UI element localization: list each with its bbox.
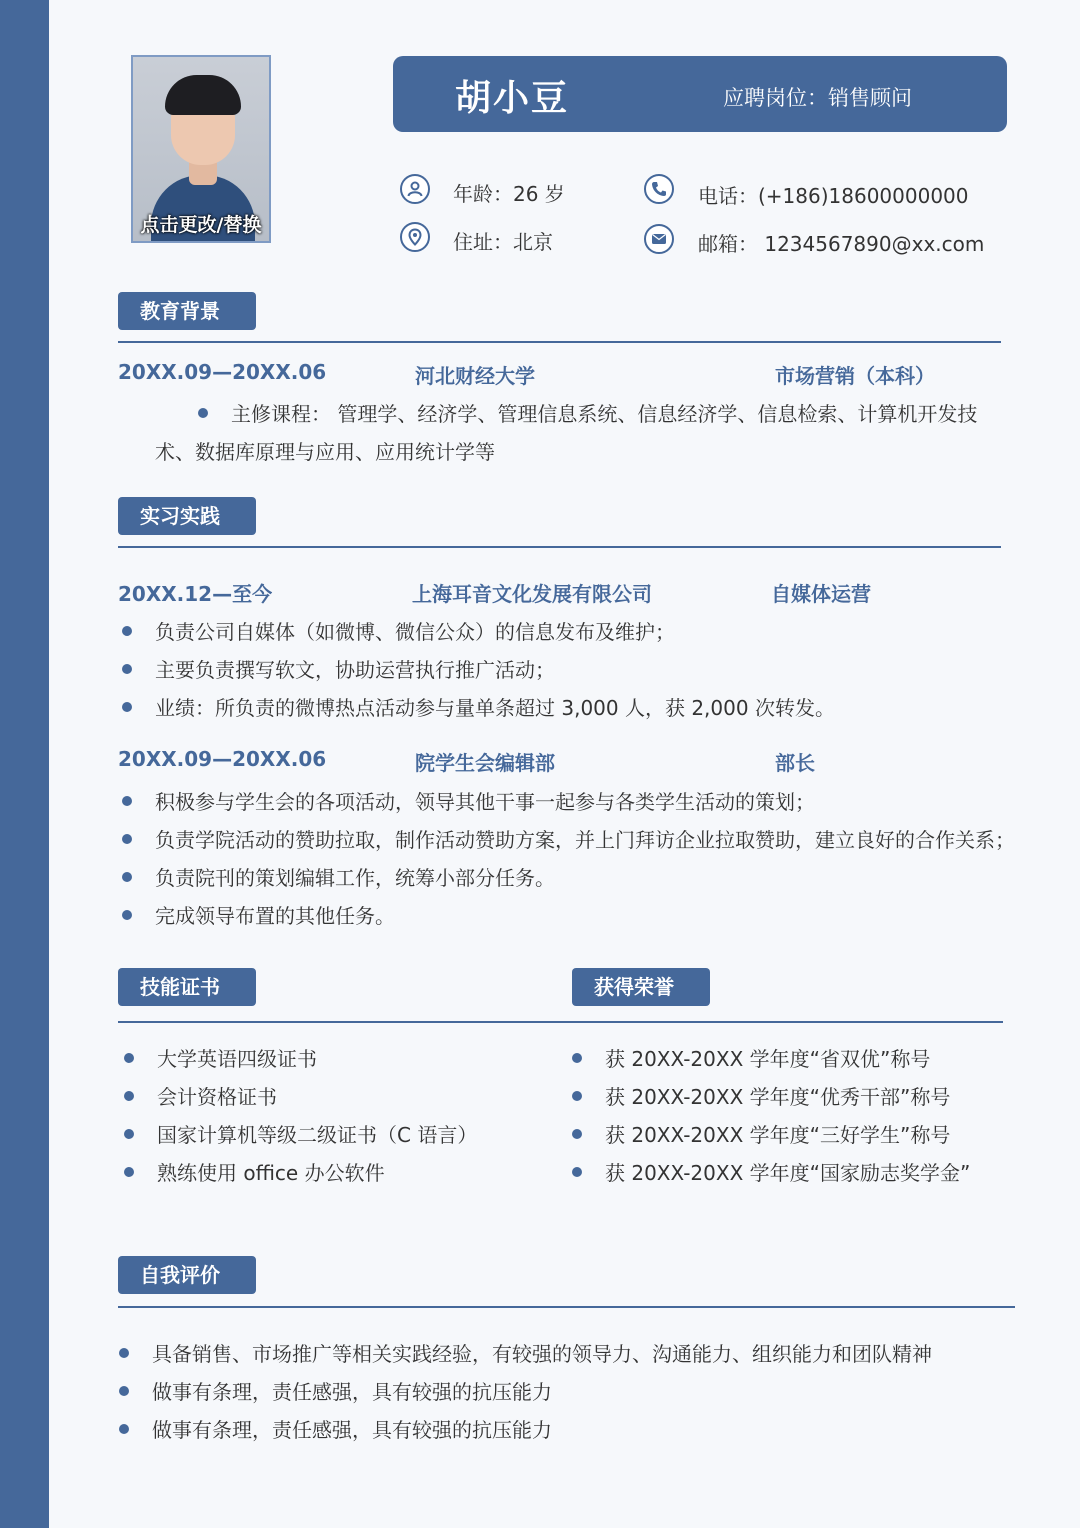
- skill-item: 国家计算机等级二级证书（C 语言）: [157, 1119, 477, 1148]
- sidebar-accent: [0, 0, 49, 1528]
- section-skills-title: 技能证书: [118, 968, 256, 1006]
- practice-bullet: 积极参与学生会的各项活动，领导其他干事一起参与各类学生活动的策划；: [155, 786, 815, 815]
- education-courses: 主修课程： 管理学、经济学、管理信息系统、信息经济学、信息检索、计算机开发技: [231, 398, 977, 427]
- honor-item: 获 20XX-20XX 学年度“省双优”称号: [605, 1043, 930, 1072]
- name-header: [393, 56, 1007, 132]
- self-item: 具备销售、市场推广等相关实践经验，有较强的领导力、沟通能力、组织能力和团队精神: [152, 1338, 932, 1367]
- education-courses-cont: 术、数据库原理与应用、应用统计学等: [155, 440, 495, 464]
- candidate-name: 胡小豆: [455, 78, 570, 119]
- address-text: 住址：北京: [453, 230, 553, 254]
- person-icon: [400, 174, 430, 204]
- practice-bullet: 负责院刊的策划编辑工作，统筹小部分任务。: [155, 862, 555, 891]
- section-honors-title: 获得荣誉: [572, 968, 710, 1006]
- section-practice-title: 实习实践: [118, 497, 256, 535]
- practice-date: 20XX.09—20XX.06: [118, 747, 327, 771]
- skill-item: 熟练使用 office 办公软件: [157, 1157, 385, 1186]
- section-education-title: 教育背景: [118, 292, 256, 330]
- honor-item: 获 20XX-20XX 学年度“国家励志奖学金”: [605, 1157, 970, 1186]
- honor-item: 获 20XX-20XX 学年度“优秀干部”称号: [605, 1081, 950, 1110]
- education-school: 河北财经大学: [415, 364, 535, 388]
- practice-bullet: 负责学院活动的赞助拉取，制作活动赞助方案，并上门拜访企业拉取赞助，建立良好的合作关系；: [155, 824, 1015, 853]
- practice-bullet: 完成领导布置的其他任务。: [155, 900, 395, 929]
- self-item: 做事有条理，责任感强，具有较强的抗压能力: [152, 1376, 552, 1405]
- phone-icon: [644, 174, 674, 204]
- practice-role: 部长: [775, 751, 815, 775]
- age-text: 年龄：26 岁: [453, 182, 565, 206]
- skill-item: 会计资格证书: [157, 1081, 277, 1110]
- email-text: 邮箱： 1234567890@xx.com: [698, 232, 985, 256]
- education-divider: [118, 341, 1001, 343]
- education-major: 市场营销（本科）: [775, 364, 935, 388]
- practice-org: 院学生会编辑部: [415, 751, 555, 775]
- phone-text: 电话：(+186)18600000000: [698, 184, 969, 208]
- practice-divider: [118, 546, 1001, 548]
- profile-photo[interactable]: [131, 55, 271, 243]
- practice-bullet: 主要负责撰写软文，协助运营执行推广活动；: [155, 654, 555, 683]
- practice-date: 20XX.12—至今: [118, 582, 273, 606]
- skill-item: 大学英语四级证书: [157, 1043, 317, 1072]
- practice-role: 自媒体运营: [771, 582, 871, 606]
- mail-icon: [644, 224, 674, 254]
- honor-item: 获 20XX-20XX 学年度“三好学生”称号: [605, 1119, 950, 1148]
- photo-hair: [165, 75, 241, 115]
- practice-org: 上海耳音文化发展有限公司: [412, 582, 652, 606]
- section-self-title: 自我评价: [118, 1256, 256, 1294]
- job-target: 应聘岗位：销售顾问: [723, 86, 912, 110]
- skills-divider: [118, 1021, 1003, 1023]
- education-date: 20XX.09—20XX.06: [118, 360, 327, 384]
- photo-replace-caption[interactable]: 点击更改/替换: [140, 214, 262, 236]
- self-divider: [118, 1306, 1015, 1308]
- location-icon: [400, 222, 430, 252]
- practice-bullet: 负责公司自媒体（如微博、微信公众）的信息发布及维护；: [155, 616, 675, 645]
- self-item: 做事有条理，责任感强，具有较强的抗压能力: [152, 1414, 552, 1443]
- practice-bullet: 业绩：所负责的微博热点活动参与量单条超过 3,000 人，获 2,000 次转发。: [155, 692, 835, 721]
